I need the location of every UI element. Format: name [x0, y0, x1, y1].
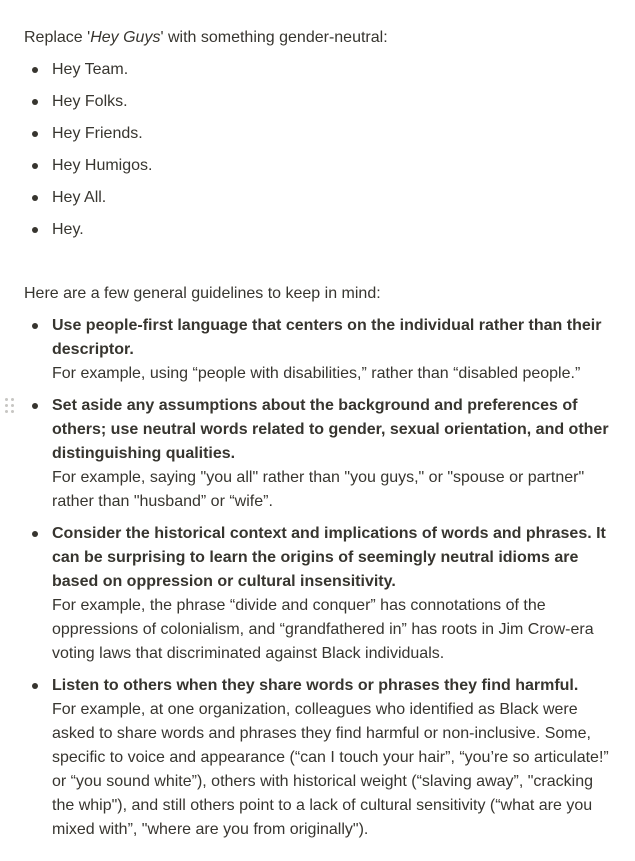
list-item-text: Hey Humigos.: [52, 157, 153, 174]
list-item-text: Hey.: [52, 221, 84, 238]
intro-prefix: Replace ': [24, 29, 91, 46]
intro-emphasis: Hey Guys: [90, 29, 161, 46]
guideline-title: Listen to others when they share words or phrases they find harmful.: [52, 677, 579, 694]
guideline-item: [0, 314, 620, 386]
bullet-icon: [32, 531, 38, 537]
guideline-title: Set aside any assumptions about the background and preferences of others; use neutral words related to gender, sexual orientation, and other distinguishing qualities.: [52, 397, 609, 462]
list-item: [0, 122, 620, 146]
bullet-icon: [32, 99, 38, 105]
list-item-text: Hey Team.: [52, 61, 129, 78]
list-item: [0, 154, 620, 178]
drag-handle-icon[interactable]: [5, 398, 15, 414]
guideline-example: For example, using “people with disabilities,” rather than “disabled people.”: [52, 365, 581, 382]
list-item: [0, 58, 620, 82]
guideline-title: Use people-first language that centers on the individual rather than their descriptor.: [52, 317, 602, 358]
bullet-icon: [32, 227, 38, 233]
guideline-item: [0, 522, 620, 666]
bullet-icon: [32, 131, 38, 137]
intro-suffix: ' with something gender-neutral:: [160, 29, 388, 46]
list-item-text: Hey All.: [52, 189, 107, 206]
bullet-icon: [32, 403, 38, 409]
list-item: [0, 90, 620, 114]
guideline-example: For example, the phrase “divide and conquer” has connotations of the oppressions of colonialism, and “grandfathered in” has roots in Jim Crow-era voting laws that discriminated against Black individuals.: [52, 597, 594, 662]
guideline-example: For example, saying "you all" rather than "you guys," or "spouse or partner" rather than "husband” or “wife”.: [52, 469, 585, 510]
guidelines-list: [0, 314, 620, 850]
list-item: [0, 186, 620, 210]
bullet-icon: [32, 67, 38, 73]
bullet-icon: [32, 323, 38, 329]
guideline-example: For example, at one organization, colleagues who identified as Black were asked to share words and phrases they find harmful or non-inclusive. Some, specific to voice and appearance (“can I touch your hair”, “you’re so articulate!” or “you sound white”), others with historical weight (“slaving away”, "cracking the whip"), and still others point to a lack of cultural sensitivity (“what are you mixed with”, "where are you from originally").: [52, 701, 609, 838]
guideline-title: Consider the historical context and implications of words and phrases. It can be surprising to learn the origins of seemingly neutral idioms are based on oppression or cultural insensitivity.: [52, 525, 606, 590]
guideline-item: [0, 674, 620, 842]
list-item: [0, 218, 620, 242]
list-item-text: Hey Friends.: [52, 125, 143, 142]
bullet-icon: [32, 163, 38, 169]
alternatives-list: [0, 58, 620, 250]
bullet-icon: [32, 195, 38, 201]
list-item-text: Hey Folks.: [52, 93, 128, 110]
intro-paragraph: [24, 26, 614, 50]
guideline-item: [0, 394, 620, 514]
bullet-icon: [32, 683, 38, 689]
guidelines-heading: Here are a few general guidelines to keep in mind:: [24, 285, 381, 302]
